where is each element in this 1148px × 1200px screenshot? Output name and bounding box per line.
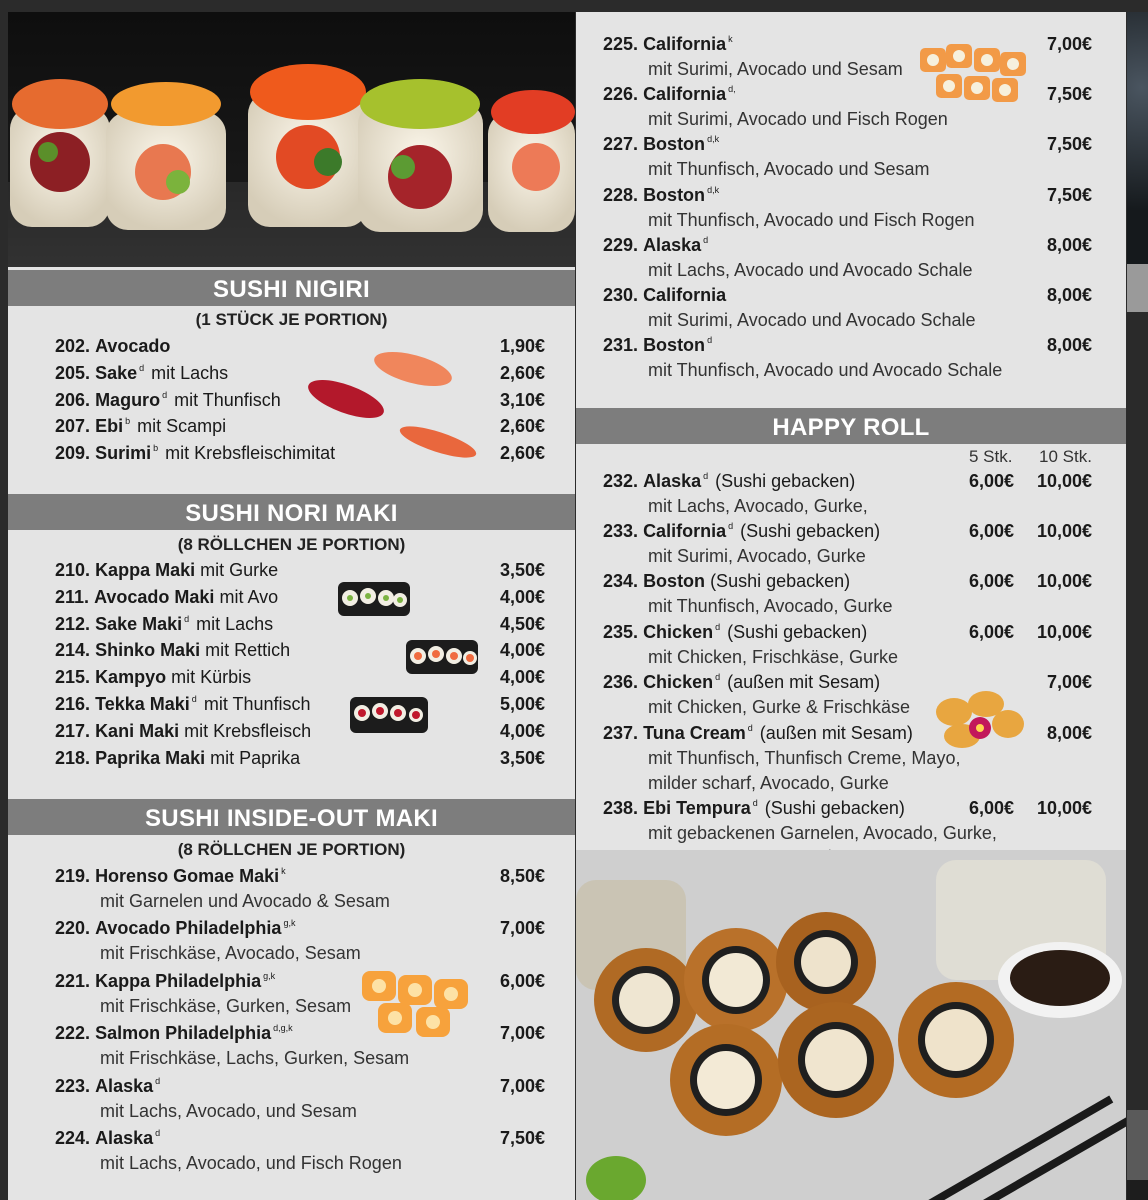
menu-item-title — [603, 285, 726, 306]
item-name: Avocado — [95, 336, 171, 356]
allergen-codes: d,k — [707, 184, 720, 195]
item-name: Paprika Maki — [95, 747, 206, 768]
menu-item-title — [603, 185, 721, 206]
item-name: Boston — [643, 571, 706, 591]
menu-item-title — [55, 667, 251, 688]
menu-item-title — [603, 84, 738, 105]
california-roll-illustration — [918, 42, 1030, 109]
item-number: 210. — [55, 560, 91, 580]
menu-item-title — [55, 363, 228, 384]
item-number: 227. — [603, 134, 639, 155]
section-header-happy-roll: HAPPY ROLL — [576, 408, 1126, 444]
item-number: 205. — [55, 362, 91, 383]
item-number: 232. — [603, 471, 639, 491]
menu-item-title — [55, 587, 278, 608]
item-name: Surimi — [95, 443, 152, 464]
item-number: 228. — [603, 184, 639, 205]
item-description: mit Lachs — [151, 362, 229, 383]
menu-item-title — [603, 134, 721, 155]
item-number: 229. — [603, 234, 639, 255]
column-header-10-pieces: 10 Stk. — [1039, 447, 1092, 466]
item-description: mit Garnelen und Avocado & Sesam — [100, 891, 390, 911]
menu-item-title — [55, 614, 273, 635]
item-name: Boston — [643, 134, 706, 155]
item-number: 207. — [55, 416, 91, 437]
item-note: (Sushi gebacken) — [705, 571, 851, 591]
item-number: 211. — [55, 586, 90, 607]
allergen-codes: d — [703, 471, 709, 481]
item-name: Chicken — [643, 672, 714, 692]
price-5-pieces: 6,00€ — [968, 571, 1014, 591]
allergen-codes: d — [715, 622, 721, 632]
item-number: 219. — [55, 866, 91, 886]
maki-illustration — [338, 572, 488, 747]
tuna-cream-roll-illustration — [934, 690, 1024, 755]
menu-item-title — [603, 521, 880, 542]
menu-item-title — [55, 971, 277, 992]
item-number: 217. — [55, 720, 91, 741]
item-price: 7,00€ — [499, 1075, 545, 1096]
item-price: 3,10€ — [499, 389, 545, 410]
item-price: 7,00€ — [499, 1023, 545, 1044]
allergen-codes: d — [703, 234, 709, 245]
item-name: Avocado Philadelphia — [95, 918, 282, 939]
menu-item-title — [603, 672, 880, 693]
item-price: 4,00€ — [499, 667, 545, 688]
item-name: Kampyo — [95, 667, 167, 688]
item-note: (Sushi gebacken) — [735, 521, 881, 541]
item-number: 216. — [55, 694, 91, 714]
item-name: Chicken — [643, 622, 714, 642]
sushi-rolls-hero-photo — [8, 12, 575, 267]
item-price: 4,50€ — [499, 613, 545, 634]
item-price: 8,00€ — [1046, 234, 1092, 255]
item-name: Avocado Maki — [94, 586, 215, 607]
item-number: 225. — [603, 34, 639, 54]
item-description: mit Lachs — [196, 613, 274, 634]
item-description: mit Thunfisch, Avocado und Fisch Rogen — [648, 209, 975, 230]
item-number: 209. — [55, 443, 91, 464]
allergen-codes: d — [191, 694, 197, 704]
item-description: mit Krebsfleisch — [184, 720, 312, 741]
price-5-pieces: 6,00€ — [968, 622, 1014, 642]
item-price: 7,50€ — [1046, 134, 1092, 155]
menu-item-title — [55, 694, 311, 715]
item-name: California — [643, 34, 727, 54]
item-price: 8,00€ — [1046, 335, 1092, 356]
allergen-codes: d,g,k — [273, 1023, 293, 1034]
allergen-codes: d, — [728, 84, 736, 95]
item-number: 214. — [55, 640, 91, 661]
item-number: 222. — [55, 1023, 91, 1044]
menu-item-title — [55, 640, 290, 661]
item-description: mit Surimi, Avocado und Fisch Rogen — [648, 109, 948, 130]
menu-item-title — [603, 471, 855, 492]
item-price: 7,50€ — [499, 1128, 545, 1148]
item-description: mit Lachs, Avocado, und Fisch Rogen — [100, 1153, 402, 1173]
item-price: 2,60€ — [499, 362, 545, 383]
item-price: 4,00€ — [499, 586, 545, 607]
section-header-nigiri: SUSHI NIGIRI — [8, 270, 575, 306]
item-price: 3,50€ — [499, 747, 545, 768]
left-column — [8, 12, 575, 1200]
item-name: Boston — [643, 184, 706, 205]
price-10-pieces: 10,00€ — [1036, 622, 1092, 642]
item-description: mit Scampi — [137, 416, 227, 437]
menu-item-title — [603, 622, 867, 643]
item-description: mit Kürbis — [171, 667, 252, 688]
item-note: (Sushi gebacken) — [759, 798, 905, 818]
item-description: mit Thunfisch, Thunfisch Creme, Mayo, — [648, 748, 961, 768]
allergen-codes: d — [184, 613, 190, 624]
tempura-roll-photo — [576, 850, 1126, 1200]
item-description: mit gebackenen Garnelen, Avocado, Gurke, — [648, 823, 997, 843]
menu-item-title — [55, 1128, 162, 1149]
section-header-inside-out-maki: SUSHI INSIDE-OUT MAKI — [8, 799, 575, 835]
menu-item-title — [55, 748, 300, 769]
item-number: 226. — [603, 84, 639, 105]
item-description: mit Paprika — [210, 747, 301, 768]
item-name: California — [643, 84, 727, 105]
menu-item-title — [603, 798, 905, 819]
allergen-codes: b — [153, 443, 159, 454]
item-name: Salmon Philadelphia — [95, 1023, 272, 1044]
item-price: 8,50€ — [499, 866, 545, 886]
menu-item-title — [55, 416, 226, 437]
item-price: 2,60€ — [499, 416, 545, 437]
item-number: 235. — [603, 622, 639, 642]
column-header-5-pieces: 5 Stk. — [969, 447, 1013, 466]
price-10-pieces: 8,00€ — [1046, 723, 1092, 743]
allergen-codes: k — [728, 34, 733, 44]
item-price: 8,00€ — [1046, 285, 1092, 305]
allergen-codes: d — [162, 389, 168, 400]
item-description: mit Rettich — [205, 640, 291, 661]
item-number: 221. — [55, 970, 91, 991]
item-description: mit Surimi, Avocado und Sesam — [648, 59, 903, 79]
item-number: 223. — [55, 1075, 91, 1096]
item-price: 4,00€ — [499, 720, 545, 741]
item-description: mit Thunfisch, Avocado und Sesam — [648, 159, 930, 180]
item-number: 230. — [603, 285, 639, 305]
item-number: 234. — [603, 571, 639, 591]
item-number: 215. — [55, 667, 91, 688]
item-price: 3,50€ — [499, 560, 545, 580]
allergen-codes: d,k — [707, 134, 720, 145]
price-10-pieces: 7,00€ — [1046, 672, 1092, 692]
menu-item-title — [55, 1076, 162, 1097]
item-number: 237. — [603, 723, 639, 743]
item-number: 231. — [603, 335, 639, 356]
menu-item-title — [55, 918, 297, 939]
item-description-continued: milder scharf, Avocado, Gurke — [648, 773, 889, 793]
item-name: Tuna Cream — [643, 723, 746, 743]
price-5-pieces: 6,00€ — [968, 471, 1014, 491]
menu-item-title — [55, 336, 170, 357]
item-number: 218. — [55, 747, 91, 768]
item-description: mit Surimi, Avocado, Gurke — [648, 546, 866, 566]
item-number: 212. — [55, 613, 91, 634]
allergen-codes: k — [281, 866, 286, 876]
item-name: Shinko Maki — [95, 640, 201, 661]
menu-item-title — [603, 723, 913, 744]
allergen-codes: d — [715, 672, 721, 682]
allergen-codes: d — [707, 335, 713, 346]
price-5-pieces: 6,00€ — [968, 521, 1014, 541]
item-name: Sake Maki — [95, 613, 183, 634]
menu-item-title — [603, 571, 850, 592]
item-number: 220. — [55, 918, 91, 939]
item-description: mit Krebsfleischimitat — [165, 443, 336, 464]
menu-item-title — [55, 1023, 295, 1044]
allergen-codes: d — [155, 1128, 161, 1138]
item-note: (außen mit Sesam) — [754, 723, 913, 743]
allergen-codes: b — [125, 416, 131, 427]
item-number: 202. — [55, 336, 91, 356]
price-5-pieces: 6,00€ — [968, 798, 1014, 818]
item-price: 2,60€ — [499, 443, 545, 464]
item-description: mit Thunfisch, Avocado und Avocado Schale — [648, 360, 1003, 381]
allergen-codes: d — [155, 1075, 161, 1086]
item-name: California — [643, 285, 727, 305]
item-number: 224. — [55, 1128, 91, 1148]
item-name: Horenso Gomae Maki — [95, 866, 280, 886]
item-number: 238. — [603, 798, 639, 818]
item-price: 7,50€ — [1046, 84, 1092, 105]
item-price: 6,00€ — [499, 970, 545, 991]
item-name: Alaska — [643, 471, 702, 491]
menu-item-title — [55, 390, 281, 411]
section-subtitle-nori-maki: (8 RÖLLCHEN JE PORTION) — [177, 535, 406, 554]
allergen-codes: d — [139, 362, 145, 373]
item-name: Maguro — [95, 389, 161, 410]
allergen-codes: d — [728, 521, 734, 531]
menu-item-title — [603, 34, 735, 55]
allergen-codes: g,k — [263, 970, 276, 981]
item-name: Ebi — [95, 416, 124, 437]
item-price: 7,50€ — [1046, 184, 1092, 205]
menu-item-title — [603, 235, 710, 256]
allergen-codes: d — [752, 798, 758, 808]
menu-item-title — [55, 443, 335, 464]
item-name: Alaska — [95, 1128, 154, 1148]
menu-item-title — [55, 721, 311, 742]
adjacent-page-strip — [1127, 12, 1148, 1200]
item-number: 236. — [603, 672, 639, 692]
right-column — [576, 12, 1126, 1200]
item-name: Kappa Maki — [95, 560, 196, 580]
nigiri-illustration — [308, 347, 498, 477]
item-price: 7,00€ — [499, 918, 545, 939]
item-number: 233. — [603, 521, 639, 541]
uramaki-illustration — [358, 967, 483, 1047]
item-note: (außen mit Sesam) — [722, 672, 881, 692]
item-name: Kani Maki — [95, 720, 180, 741]
item-name: Ebi Tempura — [643, 798, 751, 818]
item-number: 206. — [55, 389, 91, 410]
item-description: mit Chicken, Frischkäse, Gurke — [648, 647, 899, 667]
item-description: mit Surimi, Avocado und Avocado Schale — [648, 310, 976, 330]
section-header-nori-maki: SUSHI NORI MAKI — [8, 494, 575, 530]
item-description: mit Frischkäse, Avocado, Sesam — [100, 943, 361, 964]
item-price: 7,00€ — [1046, 34, 1092, 54]
item-description: mit Frischkäse, Gurken, Sesam — [100, 995, 352, 1016]
item-description: mit Avo — [219, 586, 279, 607]
item-description: mit Lachs, Avocado und Avocado Schale — [648, 259, 973, 280]
item-name: Boston — [643, 335, 706, 356]
allergen-codes: d — [747, 723, 753, 733]
item-description: mit Thunfisch, Avocado, Gurke — [648, 596, 893, 616]
item-name: Sake — [95, 362, 138, 383]
item-name: Alaska — [95, 1075, 154, 1096]
item-description: mit Lachs, Avocado, und Sesam — [100, 1100, 357, 1121]
allergen-codes: g,k — [283, 918, 296, 929]
item-note: (Sushi gebacken) — [710, 471, 856, 491]
item-price: 1,90€ — [499, 336, 545, 356]
section-subtitle-nigiri: (1 STÜCK JE PORTION) — [195, 310, 388, 329]
menu-item-title — [55, 560, 278, 581]
item-note: (Sushi gebacken) — [722, 622, 868, 642]
price-10-pieces: 10,00€ — [1036, 798, 1092, 818]
item-name: Kappa Philadelphia — [95, 970, 262, 991]
price-10-pieces: 10,00€ — [1036, 571, 1092, 591]
item-price: 5,00€ — [499, 694, 545, 714]
item-name: Tekka Maki — [95, 694, 190, 714]
item-description: mit Thunfisch — [203, 694, 311, 714]
item-description: mit Frischkäse, Lachs, Gurken, Sesam — [100, 1048, 410, 1069]
item-name: California — [643, 521, 727, 541]
item-description: mit Gurke — [200, 560, 279, 580]
item-description: mit Lachs, Avocado, Gurke, — [648, 496, 868, 516]
price-10-pieces: 10,00€ — [1036, 521, 1092, 541]
item-description: mit Thunfisch — [174, 389, 281, 410]
item-price: 4,00€ — [499, 640, 545, 661]
menu-item-title — [55, 866, 288, 887]
menu-item-title — [603, 335, 714, 356]
section-subtitle-inside-out-maki: (8 RÖLLCHEN JE PORTION) — [177, 840, 406, 859]
item-description: mit Chicken, Gurke & Frischkäse — [648, 697, 911, 717]
item-name: Alaska — [643, 234, 702, 255]
price-10-pieces: 10,00€ — [1036, 471, 1092, 491]
